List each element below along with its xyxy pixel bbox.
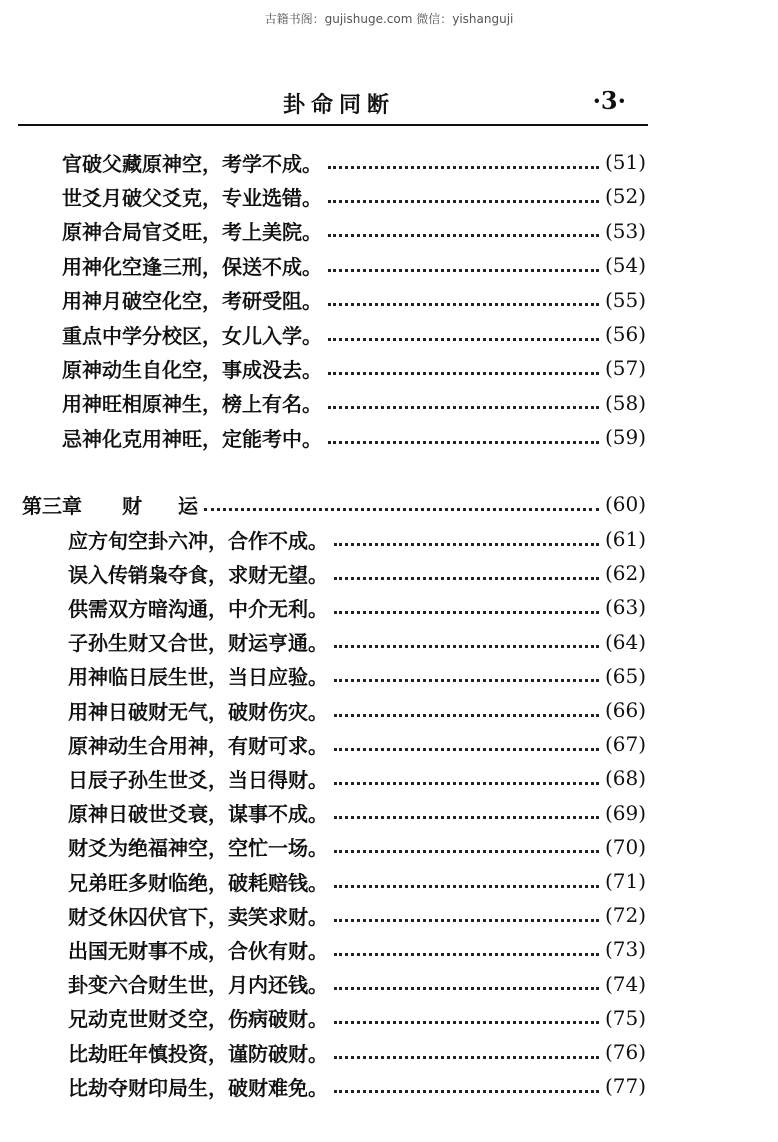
- dot-leader: [328, 198, 599, 203]
- toc-entry-page-number: (63): [604, 595, 646, 620]
- toc-entry-title: 原神动生自化空，事成没去。: [62, 357, 322, 382]
- dot-leader: [328, 336, 599, 341]
- toc-entry-title: 兄动克世财爻空，伤病破财。: [68, 1007, 328, 1032]
- toc-entry[interactable]: [68, 1071, 646, 1101]
- toc-entry-page-number: (56): [604, 322, 646, 346]
- toc-entry-title: 忌神化克用神旺，定能考中。: [62, 426, 322, 451]
- toc-entry-title: 财爻休囚伏官下，卖笑求财。: [68, 904, 328, 929]
- chapter-page-number: (60): [604, 492, 646, 516]
- toc-entry[interactable]: [62, 388, 646, 418]
- toc-entry-title: 用神月破空化空，考研受阻。: [62, 289, 322, 314]
- dot-leader: [328, 404, 599, 409]
- toc-entry-title: 子孙生财又合世，财运亨通。: [68, 631, 328, 656]
- dot-leader: [328, 370, 599, 375]
- chapter-heading[interactable]: [22, 489, 646, 519]
- toc-entry[interactable]: [62, 353, 646, 383]
- toc-entry-title: 重点中学分校区，女儿入学。: [62, 323, 322, 348]
- toc-entry-page-number: (66): [604, 698, 646, 722]
- dot-leader: [328, 164, 599, 169]
- dot-leader: [204, 506, 599, 511]
- dot-leader: [334, 985, 599, 990]
- toc-entry-page-number: (75): [604, 1005, 646, 1030]
- dot-leader: [334, 917, 599, 922]
- dot-leader: [334, 883, 599, 888]
- toc-entry-page-number: (65): [604, 663, 646, 688]
- toc-entry-page-number: (55): [604, 287, 646, 312]
- toc-entry-page-number: (67): [604, 732, 646, 757]
- toc-entry-page-number: (58): [604, 390, 646, 415]
- dot-leader: [334, 712, 599, 717]
- toc-entry[interactable]: [62, 422, 646, 452]
- toc-entry-title: 原神动生合用神，有财可求。: [68, 733, 328, 758]
- toc-entry-title: 世爻月破父爻克，专业选错。: [62, 185, 322, 210]
- toc-entry[interactable]: [68, 934, 646, 964]
- toc-entry[interactable]: [62, 181, 646, 211]
- toc-entry-page-number: (51): [604, 150, 646, 174]
- dot-leader: [334, 1054, 599, 1059]
- toc-entry-page-number: (54): [604, 253, 646, 278]
- book-title: 卦命同断: [283, 93, 396, 118]
- toc-entry[interactable]: [62, 285, 646, 315]
- toc-entry[interactable]: [68, 729, 646, 759]
- dot-leader: [334, 1019, 599, 1024]
- toc-entry-page-number: (62): [604, 561, 646, 586]
- toc-entry-title: 财爻为绝福神空，空忙一场。: [68, 836, 328, 861]
- toc-entry-title: 供需双方暗沟通，中介无利。: [68, 596, 328, 621]
- toc-entry[interactable]: [68, 866, 646, 896]
- toc-entry[interactable]: [68, 832, 646, 862]
- dot-leader: [334, 780, 599, 785]
- dot-leader: [334, 609, 599, 614]
- toc-entry[interactable]: [68, 627, 646, 657]
- dot-leader: [328, 267, 599, 272]
- toc-entry-page-number: (53): [604, 218, 646, 243]
- toc-entry-page-number: (61): [604, 527, 646, 551]
- toc-entry-page-number: (77): [604, 1074, 646, 1099]
- page-header: [18, 86, 648, 126]
- chapter-title: 第三章 财 运: [22, 493, 198, 518]
- dot-leader: [334, 746, 599, 751]
- toc-entry-title: 原神合局官爻旺，考上美院。: [62, 220, 322, 245]
- dot-leader: [328, 232, 599, 237]
- toc-entry-page-number: (68): [604, 766, 646, 791]
- watermark: 古籍书阁：gujishuge.com 微信：yishanguji: [264, 12, 514, 26]
- toc-entry-title: 用神化空逢三刑，保送不成。: [62, 254, 322, 279]
- toc-entry[interactable]: [68, 900, 646, 930]
- toc-entry-title: 应方旬空卦六冲，合作不成。: [68, 528, 328, 553]
- dot-leader: [334, 951, 599, 956]
- toc-entry[interactable]: [68, 969, 646, 999]
- toc-entry-page-number: (70): [604, 834, 646, 859]
- dot-leader: [334, 814, 599, 819]
- toc-entry[interactable]: [68, 524, 646, 554]
- toc-entry-page-number: (73): [604, 937, 646, 962]
- dot-leader: [334, 643, 599, 648]
- toc-entry-title: 原神日破世爻衰，谋事不成。: [68, 802, 328, 827]
- toc-entry[interactable]: [68, 798, 646, 828]
- toc-entry[interactable]: [62, 250, 646, 280]
- toc-entry-title: 官破父藏原神空，考学不成。: [62, 151, 322, 176]
- toc-entry-page-number: (74): [604, 971, 646, 996]
- dot-leader: [334, 848, 599, 853]
- toc-entry-page-number: (69): [604, 800, 646, 825]
- toc-entry-title: 兄弟旺多财临绝，破耗赔钱。: [68, 870, 328, 895]
- toc-entry[interactable]: [62, 216, 646, 246]
- toc-entry[interactable]: [62, 319, 646, 349]
- toc-entry-title: 比劫夺财印局生，破财难免。: [68, 1075, 328, 1100]
- toc-entry-page-number: (76): [604, 1040, 646, 1064]
- toc-entry-title: 误入传销枭夺食，求财无望。: [68, 562, 328, 587]
- dot-leader: [334, 575, 599, 580]
- dot-leader: [334, 541, 599, 546]
- toc-entry[interactable]: [68, 592, 646, 622]
- toc-entry-title: 用神旺相原神生，榜上有名。: [62, 392, 322, 417]
- toc-entry[interactable]: [62, 147, 646, 177]
- toc-entry[interactable]: [68, 695, 646, 725]
- toc-entry-page-number: (71): [604, 869, 646, 893]
- toc-entry[interactable]: [68, 1003, 646, 1033]
- dot-leader: [334, 1088, 599, 1093]
- toc-entry-title: 比劫旺年慎投资，谨防破财。: [68, 1041, 328, 1066]
- dot-leader: [328, 439, 599, 444]
- toc-entry-title: 用神临日辰生世，当日应验。: [68, 665, 328, 690]
- toc-entry-title: 日辰子孙生世爻，当日得财。: [68, 767, 328, 792]
- toc-entry[interactable]: [68, 763, 646, 793]
- toc-entry[interactable]: [68, 661, 646, 691]
- dot-leader: [328, 301, 599, 306]
- toc-entry-page-number: (64): [604, 629, 646, 654]
- toc-entry-page-number: (72): [604, 903, 646, 928]
- toc-entry-title: 卦变六合财生世，月内还钱。: [68, 973, 328, 998]
- toc-entry-title: 出国无财事不成，合伙有财。: [68, 938, 328, 963]
- dot-leader: [334, 677, 599, 682]
- toc-entry-title: 用神日破财无气，破财伤灾。: [68, 699, 328, 724]
- toc-entry[interactable]: [68, 558, 646, 588]
- toc-entry-page-number: (59): [604, 425, 646, 450]
- toc-entry-page-number: (57): [604, 356, 646, 381]
- toc-entry-page-number: (52): [604, 184, 646, 209]
- page-number: ·3·: [592, 86, 626, 115]
- toc-entry[interactable]: [68, 1037, 646, 1067]
